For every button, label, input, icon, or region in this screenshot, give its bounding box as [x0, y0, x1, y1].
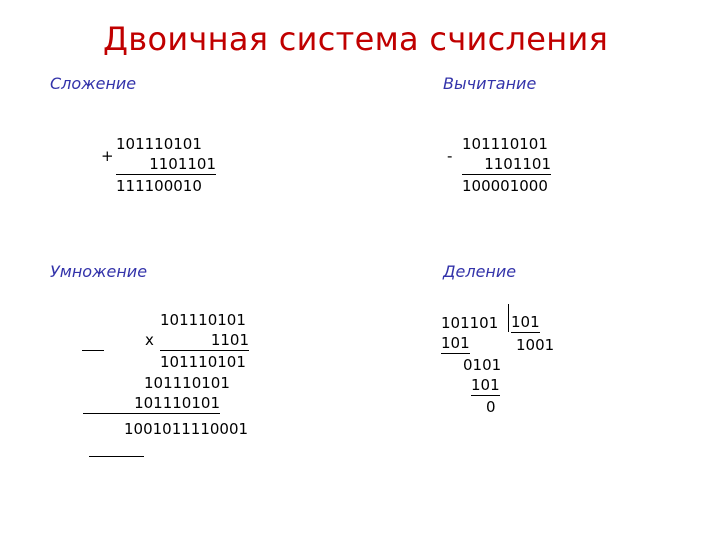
multiplication-partial-3: 101110101: [83, 394, 220, 414]
multiplication-operand-2: 1101: [160, 331, 249, 351]
multiplication-operand-1: 101110101: [160, 311, 246, 329]
subtraction-sign: -: [447, 147, 453, 165]
subtraction-result: 100001000: [462, 177, 548, 195]
addition-operand-1: 101110101: [116, 135, 202, 153]
division-vertical-bar: [508, 304, 509, 332]
division-remainder: 0: [486, 398, 496, 416]
multiplication-result: 1001011110001: [124, 420, 249, 438]
subtraction-operand-2: 1101101: [462, 155, 551, 175]
subtraction-operand-1: 101110101: [462, 135, 548, 153]
multiplication-bottom-line: [89, 456, 144, 457]
division-label: Деление: [443, 262, 517, 281]
multiplication-dash: [82, 350, 104, 351]
page-title: Двоичная система счисления: [103, 20, 609, 58]
multiplication-partial-2: 101110101: [144, 374, 230, 392]
addition-operand-2: 1101101: [116, 155, 216, 175]
division-step-2: 0101: [463, 356, 502, 374]
addition-label: Сложение: [50, 74, 137, 93]
addition-result: 111100010: [116, 177, 202, 195]
division-step-3: 101: [471, 376, 500, 394]
division-divisor: 101: [511, 313, 540, 331]
multiplication-label: Умножение: [50, 262, 148, 281]
multiplication-partial-1: 101110101: [160, 353, 246, 371]
division-quotient: 1001: [516, 336, 555, 354]
subtraction-label: Вычитание: [443, 74, 537, 93]
addition-sign: +: [101, 147, 114, 165]
multiplication-sign: x: [145, 331, 154, 349]
division-step-1: 101: [441, 334, 470, 352]
division-dividend: 101101: [441, 314, 499, 332]
